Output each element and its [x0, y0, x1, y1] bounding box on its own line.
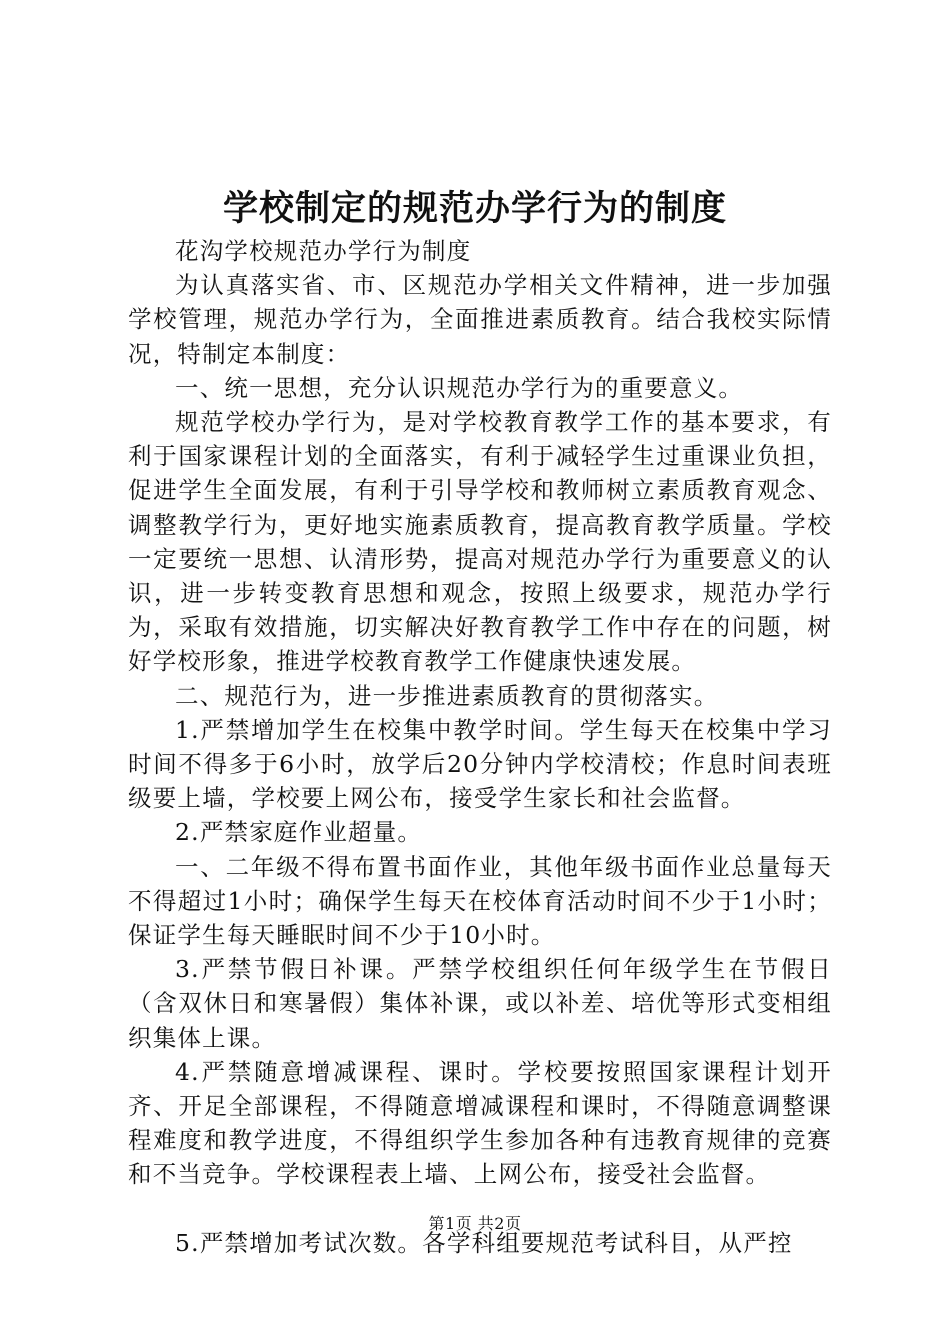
paragraph-school-name: 花沟学校规范办学行为制度 [175, 237, 472, 265]
paragraph-item-2: 2.严禁家庭作业超量。 [175, 818, 423, 847]
document-title: 学校制定的规范办学行为的制度 [222, 188, 727, 229]
paragraph-item-5: 5.严禁增加考试次数。各学科组要规范考试科目，从严控 [175, 1228, 793, 1257]
paragraph-item-4: 4.严禁随意增减课程、课时。学校要按照国家课程计划开齐、开足全部课程，不得随意增减课程和课时，不得随意调整课程难度和教学进度，不得组织学生参加各种有违教育规律的竞赛和不当竞争。学校课程表上墙、上网公布，接受社会监督。 [128, 1057, 832, 1189]
page-footer: 第1页 共2页 [428, 1214, 522, 1233]
paragraph-item-1: 1.严禁增加学生在校集中教学时间。学生每天在校集中学习时间不得多于6小时，放学后20分钟内学校清校；作息时间表班级要上墙，学校要上网公布，接受学生家长和社会监督。 [128, 715, 832, 813]
paragraph-intro: 为认真落实省、市、区规范办学相关文件精神，进一步加强学校管理，规范办学行为，全面推进素质教育。结合我校实际情况，特制定本制度： [128, 271, 832, 368]
paragraph-section-1-body: 规范学校办学行为，是对学校教育教学工作的基本要求，有利于国家课程计划的全面落实，有利于减轻学生过重课业负担，促进学生全面发展，有利于引导学校和教师树立素质教育观念、调整教学行为，更好地实施素质教育，提高教育教学质量。学校一定要统一思想、认清形势，提高对规范办学行为重要意义的认识，进一步转变教育思想和观念，按照上级要求，规范办学行为，采取有效措施，切实解决好教育教学工作中存在的问题，树好学校形象，推进学校教育教学工作健康快速发展。 [128, 408, 832, 676]
paragraph-item-2-detail: 一、二年级不得布置书面作业，其他年级书面作业总量每天不得超过1小时；确保学生每天在校体育活动时间不少于1小时；保证学生每天睡眠时间不少于10小时。 [128, 852, 832, 950]
paragraph-section-1-heading: 一、统一思想，充分认识规范办学行为的重要意义。 [175, 373, 744, 402]
paragraph-section-2-heading: 二、规范行为，进一步推进素质教育的贯彻落实。 [175, 681, 719, 710]
paragraph-item-3: 3.严禁节假日补课。严禁学校组织任何年级学生在节假日（含双休日和寒暑假）集体补课，或以补差、培优等形式变相组织集体上课。 [128, 955, 832, 1052]
document-body [128, 234, 832, 1260]
